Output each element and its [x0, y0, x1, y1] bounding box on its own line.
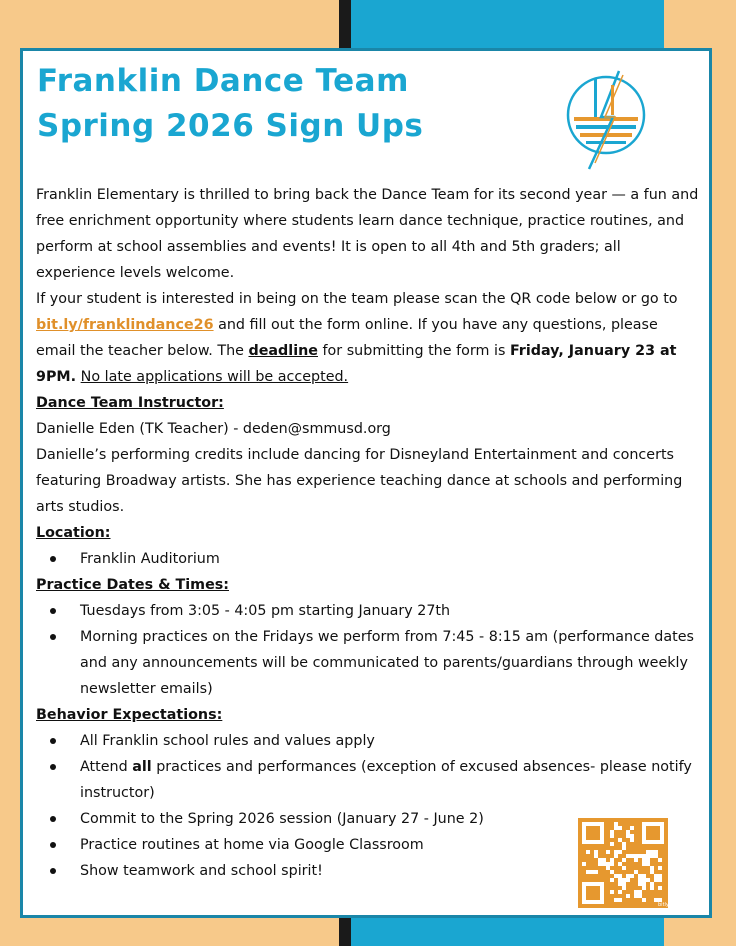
- signup-text-a: If your student is interested in being on the team please scan the QR code below or go to: [36, 291, 678, 307]
- background-stripe-black-bottom: [339, 918, 351, 946]
- list-item: Morning practices on the Fridays we perform from 7:45 - 8:15 am (performance dates and any announcements will be communicated to parents/guardians through weekly newsletter emails): [36, 624, 701, 702]
- flyer-card: [20, 48, 712, 918]
- location-list: [36, 546, 701, 572]
- instructor-heading: Dance Team Instructor:: [36, 395, 224, 411]
- list-item: Franklin Auditorium: [36, 546, 701, 572]
- deadline-date: Friday, January 23 at 9PM.: [36, 343, 677, 385]
- flyer-title: [37, 59, 423, 149]
- practice-list: [36, 598, 701, 702]
- behavior-item2-c: practices and performances (exception of excused absences- please notify instructor): [80, 759, 692, 801]
- instructor-name: Danielle Eden (TK Teacher) - deden@smmusd.org: [36, 421, 391, 437]
- behavior-item2-a: Attend: [80, 759, 133, 775]
- behavior-heading: Behavior Expectations:: [36, 707, 223, 723]
- behavior-item2-all: all: [132, 759, 152, 775]
- instructor-bio: Danielle’s performing credits include dancing for Disneyland Entertainment and concerts featuring Broadway artists. She has experience teaching dance at schools and performing arts studios.: [36, 447, 683, 515]
- title-line-1: Franklin Dance Team: [37, 63, 409, 99]
- qr-code-pattern: [578, 818, 668, 908]
- no-late-notice: No late applications will be accepted.: [80, 369, 349, 385]
- list-item: All Franklin school rules and values apply: [36, 728, 701, 754]
- list-item: Show teamwork and school spirit!: [36, 858, 701, 884]
- location-heading: Location:: [36, 525, 111, 541]
- signup-text-b: and fill out the form online. If you have any questions, please email the teacher below. The: [36, 317, 658, 359]
- flyer-content: [36, 182, 701, 884]
- signup-text-c: for submitting the form is: [317, 343, 510, 359]
- list-item: Commit to the Spring 2026 session (January 27 - June 2): [36, 806, 701, 832]
- deadline-word: deadline: [248, 343, 318, 359]
- dance-team-logo-icon: [561, 65, 651, 177]
- logo-year-mark: [611, 85, 614, 115]
- title-line-2: Spring 2026 Sign Ups: [37, 108, 424, 144]
- list-item: Tuesdays from 3:05 - 4:05 pm starting January 27th: [36, 598, 701, 624]
- list-item: [36, 754, 701, 806]
- background-stripe-blue-bottom: [351, 918, 664, 946]
- signup-paragraph: [36, 286, 701, 390]
- signup-link[interactable]: bit.ly/franklindance26: [36, 317, 214, 333]
- intro-paragraph: Franklin Elementary is thrilled to bring back the Dance Team for its second year — a fun and free enrichment opportunity where students learn dance technique, practice routines, and perform at school assemblies and events! It is open to all 4th and 5th graders; all experience levels welcome.: [36, 187, 699, 281]
- qr-caption: bitly: [658, 902, 668, 908]
- logo-text-mark: [594, 79, 597, 117]
- qr-code-icon[interactable]: [578, 818, 668, 908]
- list-item: Practice routines at home via Google Classroom: [36, 832, 701, 858]
- practice-heading: Practice Dates & Times:: [36, 577, 229, 593]
